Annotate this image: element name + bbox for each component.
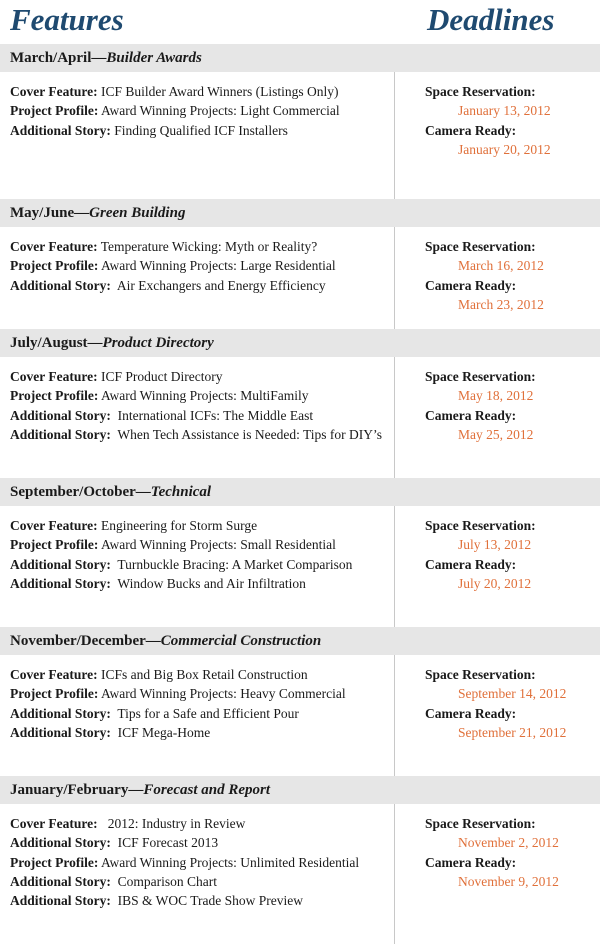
issue-section (0, 478, 600, 627)
page-header (0, 0, 600, 44)
section-title-bar (0, 199, 600, 227)
issue-theme: Product Directory (102, 335, 214, 351)
feature-text: Turnbuckle Bracing: A Market Comparison (114, 556, 353, 572)
feature-text: Award Winning Projects: Small Residential (100, 537, 336, 553)
feature-label: Cover Feature: (10, 369, 98, 384)
deadlines-column (395, 227, 600, 329)
section-body (0, 357, 600, 478)
space-reservation-label: Space Reservation: (425, 369, 536, 384)
feature-text: ICF Mega-Home (114, 724, 211, 740)
feature-line (10, 555, 394, 574)
feature-line (10, 516, 394, 535)
features-column (0, 227, 395, 329)
space-reservation-label: Space Reservation: (425, 239, 536, 254)
feature-text: ICF Builder Award Winners (Listings Only) (100, 84, 339, 99)
feature-line (10, 684, 394, 703)
feature-text: Award Winning Projects: Heavy Commercial (100, 686, 346, 702)
feature-text: Award Winning Projects: MultiFamily (100, 388, 309, 404)
camera-ready-label: Camera Ready: (425, 122, 517, 138)
feature-label: Project Profile: (10, 686, 99, 702)
section-title-bar (0, 44, 600, 72)
section-body (0, 655, 600, 776)
feature-label: Additional Story: (10, 724, 111, 740)
features-column (0, 357, 395, 478)
issue-section (0, 776, 600, 944)
space-reservation-date: July 13, 2012 (458, 537, 532, 553)
camera-ready-date: January 20, 2012 (458, 141, 551, 157)
feature-label: Cover Feature: (10, 239, 98, 254)
feature-text: Comparison Chart (114, 873, 218, 889)
feature-text: Award Winning Projects: Unlimited Residential (100, 854, 360, 870)
feature-label: Additional Story: (10, 893, 111, 909)
issue-section (0, 329, 600, 478)
features-column (0, 804, 395, 944)
feature-line (10, 406, 394, 425)
issue-theme: Builder Awards (106, 50, 202, 66)
feature-text: Window Bucks and Air Infiltration (114, 575, 306, 591)
feature-label: Project Profile: (10, 103, 99, 119)
camera-ready-label: Camera Ready: (425, 556, 517, 572)
feature-line (10, 256, 394, 275)
feature-line (10, 386, 394, 405)
feature-line (10, 82, 394, 101)
feature-line (10, 276, 394, 295)
feature-label: Additional Story: (10, 277, 111, 293)
camera-ready-date: May 25, 2012 (458, 426, 534, 442)
feature-line (10, 723, 394, 742)
space-reservation-label: Space Reservation: (425, 84, 536, 99)
feature-text: Award Winning Projects: Large Residential (100, 258, 336, 274)
camera-ready-label: Camera Ready: (425, 407, 517, 423)
feature-label: Cover Feature: (10, 667, 98, 682)
feature-text: Temperature Wicking: Myth or Reality? (100, 239, 318, 254)
feature-label: Additional Story: (10, 873, 111, 889)
issue-theme: Technical (150, 484, 212, 500)
feature-label: Additional Story: (10, 426, 111, 442)
features-column (0, 72, 395, 199)
section-title-bar (0, 478, 600, 506)
feature-line (10, 872, 394, 891)
feature-line (10, 535, 394, 554)
issue-months: November/December— (10, 633, 161, 649)
feature-line (10, 891, 394, 910)
deadlines-column (395, 72, 600, 199)
space-reservation-date: March 16, 2012 (458, 258, 544, 274)
sections-list (0, 44, 600, 944)
deadlines-column (395, 357, 600, 478)
section-body (0, 72, 600, 199)
issue-theme: Green Building (89, 205, 186, 221)
section-body (0, 506, 600, 627)
feature-line (10, 665, 394, 684)
issue-section (0, 627, 600, 776)
space-reservation-label: Space Reservation: (425, 518, 536, 533)
feature-label: Cover Feature: (10, 518, 98, 533)
feature-text: Air Exchangers and Energy Efficiency (114, 277, 326, 293)
camera-ready-label: Camera Ready: (425, 854, 517, 870)
space-reservation-date: May 18, 2012 (458, 388, 534, 404)
feature-label: Cover Feature: (10, 84, 98, 99)
feature-label: Cover Feature: (10, 816, 98, 831)
feature-line (10, 425, 394, 444)
feature-label: Additional Story: (10, 575, 111, 591)
camera-ready-date: September 21, 2012 (458, 724, 567, 740)
feature-label: Additional Story: (10, 122, 111, 138)
feature-label: Project Profile: (10, 258, 99, 274)
feature-label: Additional Story: (10, 835, 111, 851)
issue-months: March/April— (10, 50, 107, 66)
feature-text: Finding Qualified ICF Installers (114, 122, 288, 138)
issue-months: July/August— (10, 335, 103, 351)
camera-ready-label: Camera Ready: (425, 277, 517, 293)
feature-line (10, 574, 394, 593)
camera-ready-date: July 20, 2012 (458, 575, 532, 591)
feature-label: Project Profile: (10, 854, 99, 870)
space-reservation-date: January 13, 2012 (458, 103, 551, 119)
space-reservation-label: Space Reservation: (425, 816, 536, 831)
feature-text: Tips for a Safe and Efficient Pour (114, 705, 299, 721)
section-title-bar (0, 627, 600, 655)
deadlines-column (395, 655, 600, 776)
feature-text: International ICFs: The Middle East (114, 407, 314, 423)
deadlines-heading: Deadlines (427, 2, 555, 37)
features-column (0, 506, 395, 627)
feature-text: ICF Product Directory (100, 369, 223, 384)
section-body (0, 227, 600, 329)
feature-text: 2012: Industry in Review (100, 816, 246, 831)
camera-ready-label: Camera Ready: (425, 705, 517, 721)
issue-months: January/February— (10, 782, 144, 798)
feature-text: When Tech Assistance is Needed: Tips for DIY’s (114, 426, 383, 442)
feature-text: IBS & WOC Trade Show Preview (114, 893, 304, 909)
features-heading: Features (10, 2, 124, 37)
feature-line (10, 814, 394, 833)
feature-text: ICF Forecast 2013 (114, 835, 219, 851)
feature-line (10, 833, 394, 852)
feature-label: Project Profile: (10, 388, 99, 404)
space-reservation-date: September 14, 2012 (458, 686, 567, 702)
feature-line (10, 101, 394, 120)
issue-months: May/June— (10, 205, 90, 221)
feature-label: Project Profile: (10, 537, 99, 553)
issue-theme: Commercial Construction (160, 633, 322, 649)
section-title-bar (0, 776, 600, 804)
feature-label: Additional Story: (10, 705, 111, 721)
feature-line (10, 367, 394, 386)
camera-ready-date: March 23, 2012 (458, 296, 544, 312)
issue-months: September/October— (10, 484, 151, 500)
feature-text: ICFs and Big Box Retail Construction (100, 667, 308, 682)
deadlines-column (395, 506, 600, 627)
section-body (0, 804, 600, 944)
feature-line (10, 704, 394, 723)
section-title-bar (0, 329, 600, 357)
feature-text: Award Winning Projects: Light Commercial (100, 103, 340, 119)
deadlines-column (395, 804, 600, 944)
feature-text: Engineering for Storm Surge (100, 518, 258, 533)
feature-label: Additional Story: (10, 407, 111, 423)
feature-label: Additional Story: (10, 556, 111, 572)
feature-line (10, 237, 394, 256)
space-reservation-label: Space Reservation: (425, 667, 536, 682)
space-reservation-date: November 2, 2012 (458, 835, 559, 851)
feature-line (10, 853, 394, 872)
features-column (0, 655, 395, 776)
issue-section (0, 199, 600, 329)
issue-theme: Forecast and Report (143, 782, 271, 798)
camera-ready-date: November 9, 2012 (458, 873, 559, 889)
issue-section (0, 44, 600, 199)
feature-line (10, 121, 394, 140)
